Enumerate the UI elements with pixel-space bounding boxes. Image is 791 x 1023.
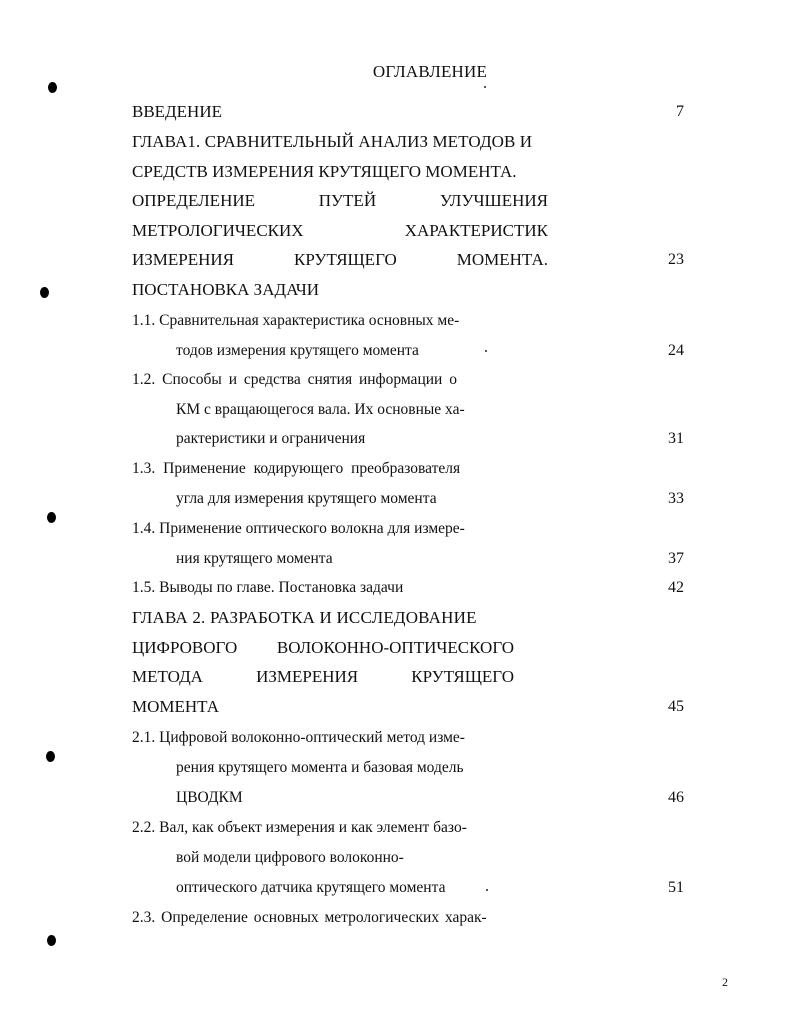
toc-entry-introduction[interactable]: ВВЕДЕНИЕ	[132, 102, 222, 121]
toc-word: ИЗМЕРЕНИЯ	[256, 667, 359, 686]
toc-word: КРУТЯЩЕГО	[294, 250, 397, 269]
toc-section-1-1-cont[interactable]: тодов измерения крутящего момента	[176, 342, 419, 359]
toc-section-1-2-cont[interactable]: рактеристики и ограничения	[176, 430, 366, 447]
toc-chapter-2-line[interactable]	[132, 638, 514, 658]
toc-page-number: 7	[676, 103, 684, 120]
toc-chapter-2-line[interactable]: ГЛАВА 2. РАЗРАБОТКА И ИССЛЕДОВАНИЕ	[132, 608, 477, 627]
toc-title: ОГЛАВЛЕНИЕ	[372, 62, 488, 81]
toc-section-1-3-cont[interactable]: угла для измерения крутящего момента	[176, 490, 437, 507]
toc-chapter-1-line[interactable]: СРЕДСТВ ИЗМЕРЕНИЯ КРУТЯЩЕГО МОМЕНТА.	[132, 162, 517, 181]
page-number: 2	[722, 975, 728, 989]
binder-hole-4	[46, 751, 55, 762]
toc-page-number: 51	[668, 879, 684, 896]
toc-chapter-2-line[interactable]: МОМЕНТА	[132, 697, 219, 716]
toc-chapter-1-line[interactable]	[132, 191, 548, 211]
toc-page-number: 46	[668, 789, 684, 806]
toc-page-number: 33	[668, 490, 684, 507]
toc-word: ИЗМЕРЕНИЯ	[132, 250, 235, 269]
toc-word: ВОЛОКОННО-ОПТИЧЕСКОГО	[276, 638, 514, 657]
toc-chapter-1-line[interactable]: ГЛАВА1. СРАВНИТЕЛЬНЫЙ АНАЛИЗ МЕТОДОВ И	[132, 132, 533, 151]
toc-section-1-2[interactable]: 1.2. Способы и средства снятия информации о	[132, 371, 457, 388]
binder-hole-3	[47, 512, 56, 523]
binder-hole-2	[40, 287, 49, 298]
toc-chapter-1-line[interactable]	[132, 221, 548, 241]
toc-page-number: 42	[668, 579, 684, 596]
toc-chapter-1-line[interactable]: ПОСТАНОВКА ЗАДАЧИ	[132, 280, 320, 299]
toc-section-1-2-cont[interactable]: КМ с вращающегося вала. Их основные ха-	[176, 401, 465, 418]
toc-word: КРУТЯЩЕГО	[411, 667, 514, 686]
toc-page-number: 31	[668, 430, 684, 447]
toc-section-2-2-cont[interactable]: вой модели цифрового волоконно-	[176, 849, 404, 866]
toc-section-1-4-cont[interactable]: ния крутящего момента	[176, 550, 333, 567]
toc-chapter-1-line[interactable]	[132, 250, 548, 270]
toc-section-2-3[interactable]: 2.3. Определение основных метрологических харак-	[132, 909, 487, 926]
toc-section-2-1-cont[interactable]: ЦВОДКМ	[176, 789, 243, 806]
toc-section-1-1[interactable]: 1.1. Сравнительная характеристика основных ме-	[132, 312, 460, 329]
toc-section-2-1[interactable]: 2.1. Цифровой волоконно-оптический метод изме-	[132, 729, 465, 746]
binder-hole-5	[47, 935, 56, 946]
binder-hole-1	[48, 82, 57, 93]
toc-section-1-5[interactable]: 1.5. Выводы по главе. Постановка задачи	[132, 579, 404, 596]
toc-page-number: 37	[668, 550, 684, 567]
toc-section-2-2[interactable]: 2.2. Вал, как объект измерения и как элемент базо-	[132, 819, 467, 836]
toc-section-1-4[interactable]: 1.4. Применение оптического волокна для измере-	[132, 520, 465, 537]
toc-word: ОПРЕДЕЛЕНИЕ	[132, 191, 256, 210]
scan-speck	[486, 889, 488, 891]
toc-page-number: 23	[668, 251, 684, 268]
toc-word: ХАРАКТЕРИСТИК	[404, 221, 548, 240]
scan-speck	[484, 86, 486, 88]
toc-section-1-3[interactable]: 1.3. Применение кодирующего преобразователя	[132, 460, 461, 477]
toc-word: МЕТРОЛОГИЧЕСКИХ	[132, 221, 304, 240]
toc-section-2-2-cont[interactable]: оптического датчика крутящего момента	[176, 879, 446, 896]
toc-word: УЛУЧШЕНИЯ	[439, 191, 548, 210]
toc-page-number: 45	[668, 698, 684, 715]
toc-word: ПУТЕЙ	[318, 191, 377, 210]
toc-chapter-2-line[interactable]	[132, 667, 514, 687]
toc-word: ЦИФРОВОГО	[132, 638, 238, 657]
toc-page-number: 24	[668, 342, 684, 359]
toc-word: МОМЕНТА.	[456, 250, 548, 269]
toc-section-2-1-cont[interactable]: рения крутящего момента и базовая модель	[176, 759, 464, 776]
toc-word: МЕТОДА	[132, 667, 203, 686]
scan-speck	[485, 350, 487, 352]
